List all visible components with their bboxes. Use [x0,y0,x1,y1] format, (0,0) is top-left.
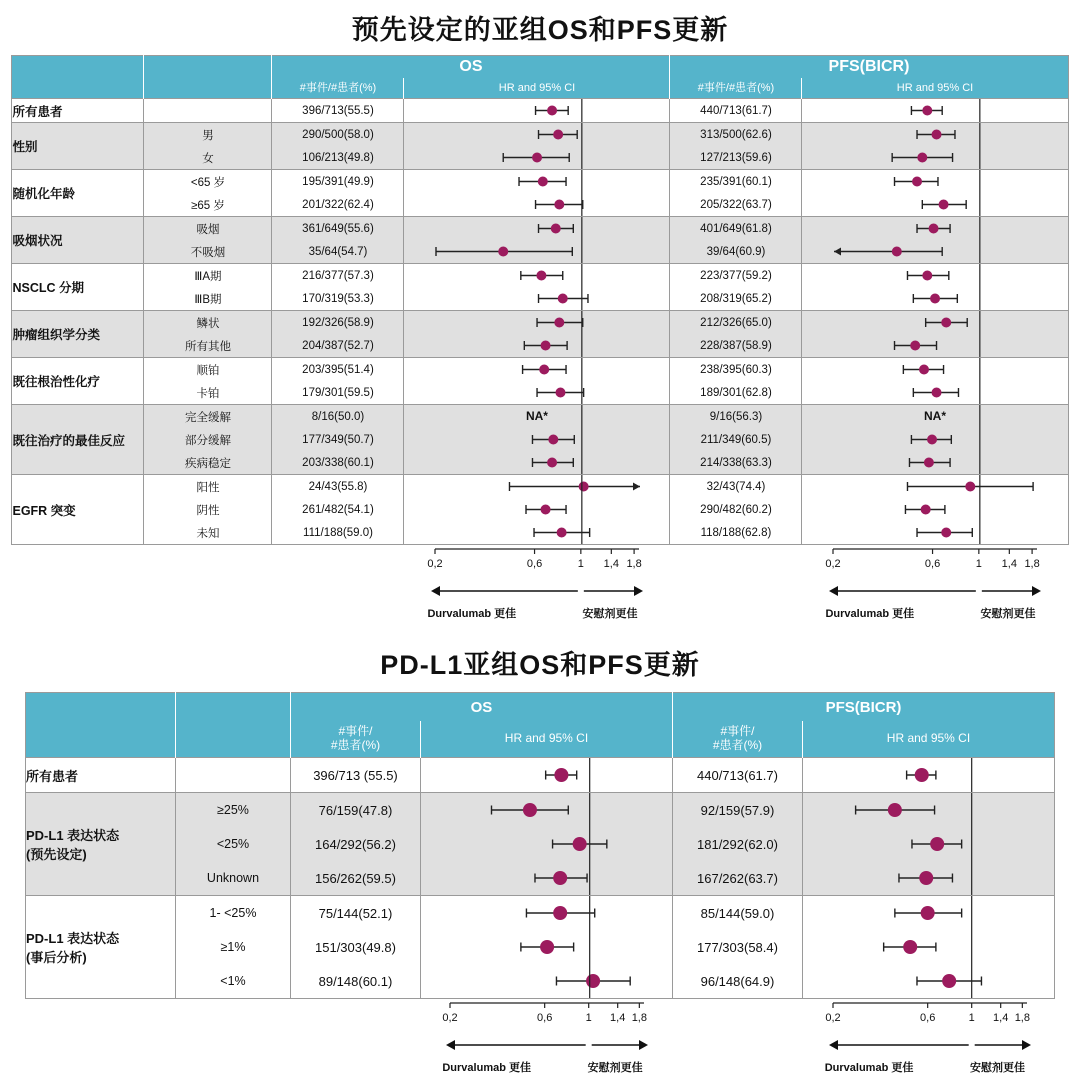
row-sublabel: Unknown [175,861,290,896]
row-sublabel: <65 岁 [144,170,272,194]
row-events-os: 164/292(56.2) [290,827,420,861]
row-events-os: 204/387(52.7) [272,334,404,358]
table-row [12,193,1068,217]
row-events-os: 195/391(49.9) [272,170,404,194]
row-hr-plot-pfs [802,264,1068,288]
row-events-pfs: 32/43(74.4) [670,475,802,499]
row-hr-plot-os [404,193,670,217]
row-hr-plot-pfs [802,287,1068,311]
axis-footer-pfs [801,603,1067,621]
row-sublabel: 卡铂 [144,381,272,405]
row-sublabel: 不吸烟 [144,240,272,264]
row-events-pfs: 39/64(60.9) [670,240,802,264]
svg-text:0,2: 0,2 [442,1012,459,1024]
row-events-os: 35/64(54.7) [272,240,404,264]
row-events-os: 290/500(58.0) [272,123,404,147]
row-events-pfs: 223/377(59.2) [670,264,802,288]
table-row [25,964,1054,999]
row-hr-plot-pfs [802,334,1068,358]
svg-text:1,8: 1,8 [1014,1012,1030,1024]
svg-text:0,6: 0,6 [537,1012,553,1024]
row-events-os: 203/395(51.4) [272,358,404,382]
row-events-os: 75/144(52.1) [290,896,420,931]
row-events-os: 111/188(59.0) [272,521,404,545]
row-events-pfs: 228/387(58.9) [670,334,802,358]
row-events-pfs: 290/482(60.2) [670,498,802,521]
row-events-pfs: 440/713(61.7) [670,99,802,123]
row-hr-plot-os [420,964,672,999]
row-hr-plot-os [420,861,672,896]
row-events-pfs: 92/159(57.9) [672,793,802,828]
axis-pfs [803,999,1055,1038]
axis-arrows-os [403,584,669,603]
row-hr-plot-pfs [802,475,1068,499]
row-sublabel: ⅢB期 [144,287,272,311]
row-group-label: 肿瘤组织学分类 [12,311,144,358]
row-hr-plot-pfs [802,827,1054,861]
svg-text:1: 1 [585,1012,593,1024]
row-hr-plot-os [404,146,670,170]
axis-footer-os [420,1057,672,1075]
row-hr-plot-pfs [802,451,1068,475]
row-events-pfs: 85/144(59.0) [672,896,802,931]
foot-left-os: Durvalumab 更佳 [427,608,517,620]
axis-footer-pfs [803,1057,1055,1075]
row-sublabel: <25% [175,827,290,861]
row-hr-plot-pfs [802,311,1068,335]
row-events-pfs: 181/292(62.0) [672,827,802,861]
row-sublabel: 所有其他 [144,334,272,358]
row-sublabel: 疾病稳定 [144,451,272,475]
row-hr-plot-os [404,264,670,288]
col-header-events-os: #事件/#患者(%) [272,78,404,99]
table-row [12,99,1068,123]
table-row [12,170,1068,194]
panel-header-os: OS [272,56,670,79]
row-group-label: 性别 [12,123,144,170]
svg-text:1,8: 1,8 [626,558,643,570]
panel-header-os: OS [290,693,672,722]
row-hr-plot-os [404,475,670,499]
row-group-label: 既往根治性化疗 [12,358,144,405]
row-sublabel: 未知 [144,521,272,545]
row-hr-plot-pfs [802,964,1054,999]
row-events-os: 76/159(47.8) [290,793,420,828]
svg-text:0,2: 0,2 [825,558,842,570]
row-hr-plot-os [404,123,670,147]
table-row [25,758,1054,793]
axis-arrows-os [420,1038,672,1057]
table-row [12,217,1068,241]
axis-footer-os [403,603,669,621]
axis-row [11,545,1067,584]
row-hr-plot-pfs [802,358,1068,382]
col-header-hr-pfs: HR and 95% CI [802,78,1068,99]
foot-left-pfs: Durvalumab 更佳 [825,608,915,620]
row-hr-plot-pfs [802,861,1054,896]
table-row [12,287,1068,311]
row-events-pfs: 9/16(56.3) [670,405,802,429]
row-hr-plot-os [420,793,672,828]
row-hr-plot-os [404,170,670,194]
row-hr-plot-pfs [802,123,1068,147]
row-sublabel: 男 [144,123,272,147]
row-group-label: PD-L1 表达状态 (事后分析) [25,896,175,999]
foot-left-pfs: Durvalumab 更佳 [824,1062,914,1074]
table-header-row [25,693,1054,722]
row-events-os: 179/301(59.5) [272,381,404,405]
foot-right-pfs: 安慰剂更佳 [980,608,1036,620]
table-row [25,896,1054,931]
svg-text:1: 1 [578,558,585,570]
forest-chart-os-pfs-subgroups [11,55,1068,621]
row-hr-plot-os [404,217,670,241]
row-events-os: 396/713 (55.5) [290,758,420,793]
row-events-os: 8/16(50.0) [272,405,404,429]
row-events-pfs: 118/188(62.8) [670,521,802,545]
col-header-events-os: #事件/ #患者(%) [290,721,420,758]
table-row [25,861,1054,896]
row-hr-plot-pfs [802,240,1068,264]
row-events-os: 151/303(49.8) [290,930,420,964]
row-hr-plot-os [404,99,670,123]
row-hr-plot-os [404,240,670,264]
svg-text:0,2: 0,2 [427,558,444,570]
row-sublabel: 完全缓解 [144,405,272,429]
row-hr-plot-pfs: NA* [802,405,1068,429]
table-row [25,930,1054,964]
row-sublabel [144,99,272,123]
table-row [12,498,1068,521]
row-events-pfs: 208/319(65.2) [670,287,802,311]
row-events-os: 89/148(60.1) [290,964,420,999]
row-events-pfs: 127/213(59.6) [670,146,802,170]
axis-os [420,999,672,1038]
row-hr-plot-os [404,428,670,451]
row-sublabel: <1% [175,964,290,999]
row-hr-plot-os [420,758,672,793]
row-events-pfs: 401/649(61.8) [670,217,802,241]
axis-pfs [801,545,1067,584]
table-row [12,264,1068,288]
row-hr-plot-os [420,827,672,861]
row-events-pfs: 235/391(60.1) [670,170,802,194]
row-events-pfs: 189/301(62.8) [670,381,802,405]
row-events-pfs: 167/262(63.7) [672,861,802,896]
row-hr-plot-os: NA* [404,405,670,429]
row-events-os: 177/349(50.7) [272,428,404,451]
panel-header-pfs: PFS(BICR) [670,56,1068,79]
svg-text:1,8: 1,8 [632,1012,648,1024]
row-sublabel: ≥1% [175,930,290,964]
row-events-os: 156/262(59.5) [290,861,420,896]
row-events-pfs: 212/326(65.0) [670,311,802,335]
table-row [25,793,1054,828]
row-group-label: EGFR 突变 [12,475,144,545]
svg-text:1,4: 1,4 [610,1012,626,1024]
row-events-pfs: 211/349(60.5) [670,428,802,451]
table-row [12,475,1068,499]
row-hr-plot-os [420,930,672,964]
table-row [12,358,1068,382]
row-sublabel [175,758,290,793]
table-row [12,240,1068,264]
row-group-label: 所有患者 [12,99,144,123]
forest-chart-pdl1-subgroups [25,692,1055,1075]
row-sublabel: ≥25% [175,793,290,828]
row-events-pfs: 440/713(61.7) [672,758,802,793]
table-row [12,123,1068,147]
row-events-os: 216/377(57.3) [272,264,404,288]
svg-text:1: 1 [968,1012,975,1024]
row-sublabel: 部分缓解 [144,428,272,451]
row-group-label: 所有患者 [25,758,175,793]
row-hr-plot-os [404,311,670,335]
row-hr-plot-pfs [802,758,1054,793]
row-sublabel: 鳞状 [144,311,272,335]
row-sublabel: 吸烟 [144,217,272,241]
row-hr-plot-os [404,287,670,311]
row-hr-plot-pfs [802,896,1054,931]
table-row [12,311,1068,335]
row-hr-plot-pfs [802,793,1054,828]
row-hr-plot-os [404,521,670,545]
row-group-label: PD-L1 表达状态 (预先设定) [25,793,175,896]
svg-text:0,6: 0,6 [925,558,941,570]
table-row [12,521,1068,545]
table-row [12,428,1068,451]
axis-row [25,999,1055,1038]
svg-text:1,4: 1,4 [1002,558,1018,570]
row-events-os: 261/482(54.1) [272,498,404,521]
foot-right-os: 安慰剂更佳 [587,1062,643,1074]
foot-left-os: Durvalumab 更佳 [442,1062,531,1074]
svg-text:0,6: 0,6 [919,1012,936,1024]
col-header-events-pfs: #事件/ #患者(%) [672,721,802,758]
row-events-pfs: 313/500(62.6) [670,123,802,147]
row-group-label: 随机化年龄 [12,170,144,217]
table-row [12,451,1068,475]
row-hr-plot-pfs [802,146,1068,170]
col-header-events-pfs: #事件/#患者(%) [670,78,802,99]
axis-arrows-pfs [801,584,1067,603]
row-events-os: 201/322(62.4) [272,193,404,217]
axis-os [403,545,669,584]
row-hr-plot-pfs [802,428,1068,451]
row-hr-plot-pfs [802,193,1068,217]
row-group-label: 吸烟状况 [12,217,144,264]
row-events-os: 170/319(53.3) [272,287,404,311]
row-hr-plot-os [404,451,670,475]
row-group-label: NSCLC 分期 [12,264,144,311]
row-hr-plot-os [420,896,672,931]
row-hr-plot-os [404,334,670,358]
row-sublabel: 阳性 [144,475,272,499]
chart1-title: 预先设定的亚组OS和PFS更新 [351,15,729,45]
row-sublabel: 阴性 [144,498,272,521]
row-events-pfs: 214/338(63.3) [670,451,802,475]
table-row [12,146,1068,170]
row-events-pfs: 238/395(60.3) [670,358,802,382]
row-hr-plot-pfs [802,521,1068,545]
row-hr-plot-pfs [802,381,1068,405]
row-hr-plot-pfs [802,930,1054,964]
foot-right-os: 安慰剂更佳 [582,608,638,620]
row-sublabel: ⅢA期 [144,264,272,288]
svg-text:0,6: 0,6 [527,558,543,570]
table-header-row [12,56,1068,79]
foot-right-pfs: 安慰剂更佳 [969,1062,1025,1074]
row-sublabel: 顺铂 [144,358,272,382]
row-sublabel: 1- <25% [175,896,290,931]
row-events-pfs: 205/322(63.7) [670,193,802,217]
svg-text:1,8: 1,8 [1024,558,1041,570]
table-row [12,334,1068,358]
svg-text:1,4: 1,4 [992,1012,1009,1024]
table-row [12,381,1068,405]
row-hr-plot-os [404,498,670,521]
table-row [12,405,1068,429]
row-events-os: 203/338(60.1) [272,451,404,475]
row-hr-plot-pfs [802,498,1068,521]
row-group-label: 既往治疗的最佳反应 [12,405,144,475]
row-events-os: 396/713(55.5) [272,99,404,123]
row-hr-plot-pfs [802,217,1068,241]
table-row [25,827,1054,861]
row-events-os: 106/213(49.8) [272,146,404,170]
row-events-pfs: 96/148(64.9) [672,964,802,999]
panel-header-pfs: PFS(BICR) [672,693,1054,722]
row-events-os: 361/649(55.6) [272,217,404,241]
row-hr-plot-os [404,381,670,405]
row-events-os: 24/43(55.8) [272,475,404,499]
row-hr-plot-pfs [802,170,1068,194]
row-hr-plot-pfs [802,99,1068,123]
col-header-hr-pfs: HR and 95% CI [802,721,1054,758]
row-hr-plot-os [404,358,670,382]
chart2-title: PD-L1亚组OS和PFS更新 [380,650,700,680]
row-sublabel: ≥65 岁 [144,193,272,217]
axis-arrows-pfs [803,1038,1055,1057]
row-events-pfs: 177/303(58.4) [672,930,802,964]
row-sublabel: 女 [144,146,272,170]
row-events-os: 192/326(58.9) [272,311,404,335]
svg-text:1: 1 [976,558,983,570]
col-header-hr-os: HR and 95% CI [420,721,672,758]
col-header-hr-os: HR and 95% CI [404,78,670,99]
svg-text:0,2: 0,2 [825,1012,841,1024]
svg-text:1,4: 1,4 [604,558,620,570]
